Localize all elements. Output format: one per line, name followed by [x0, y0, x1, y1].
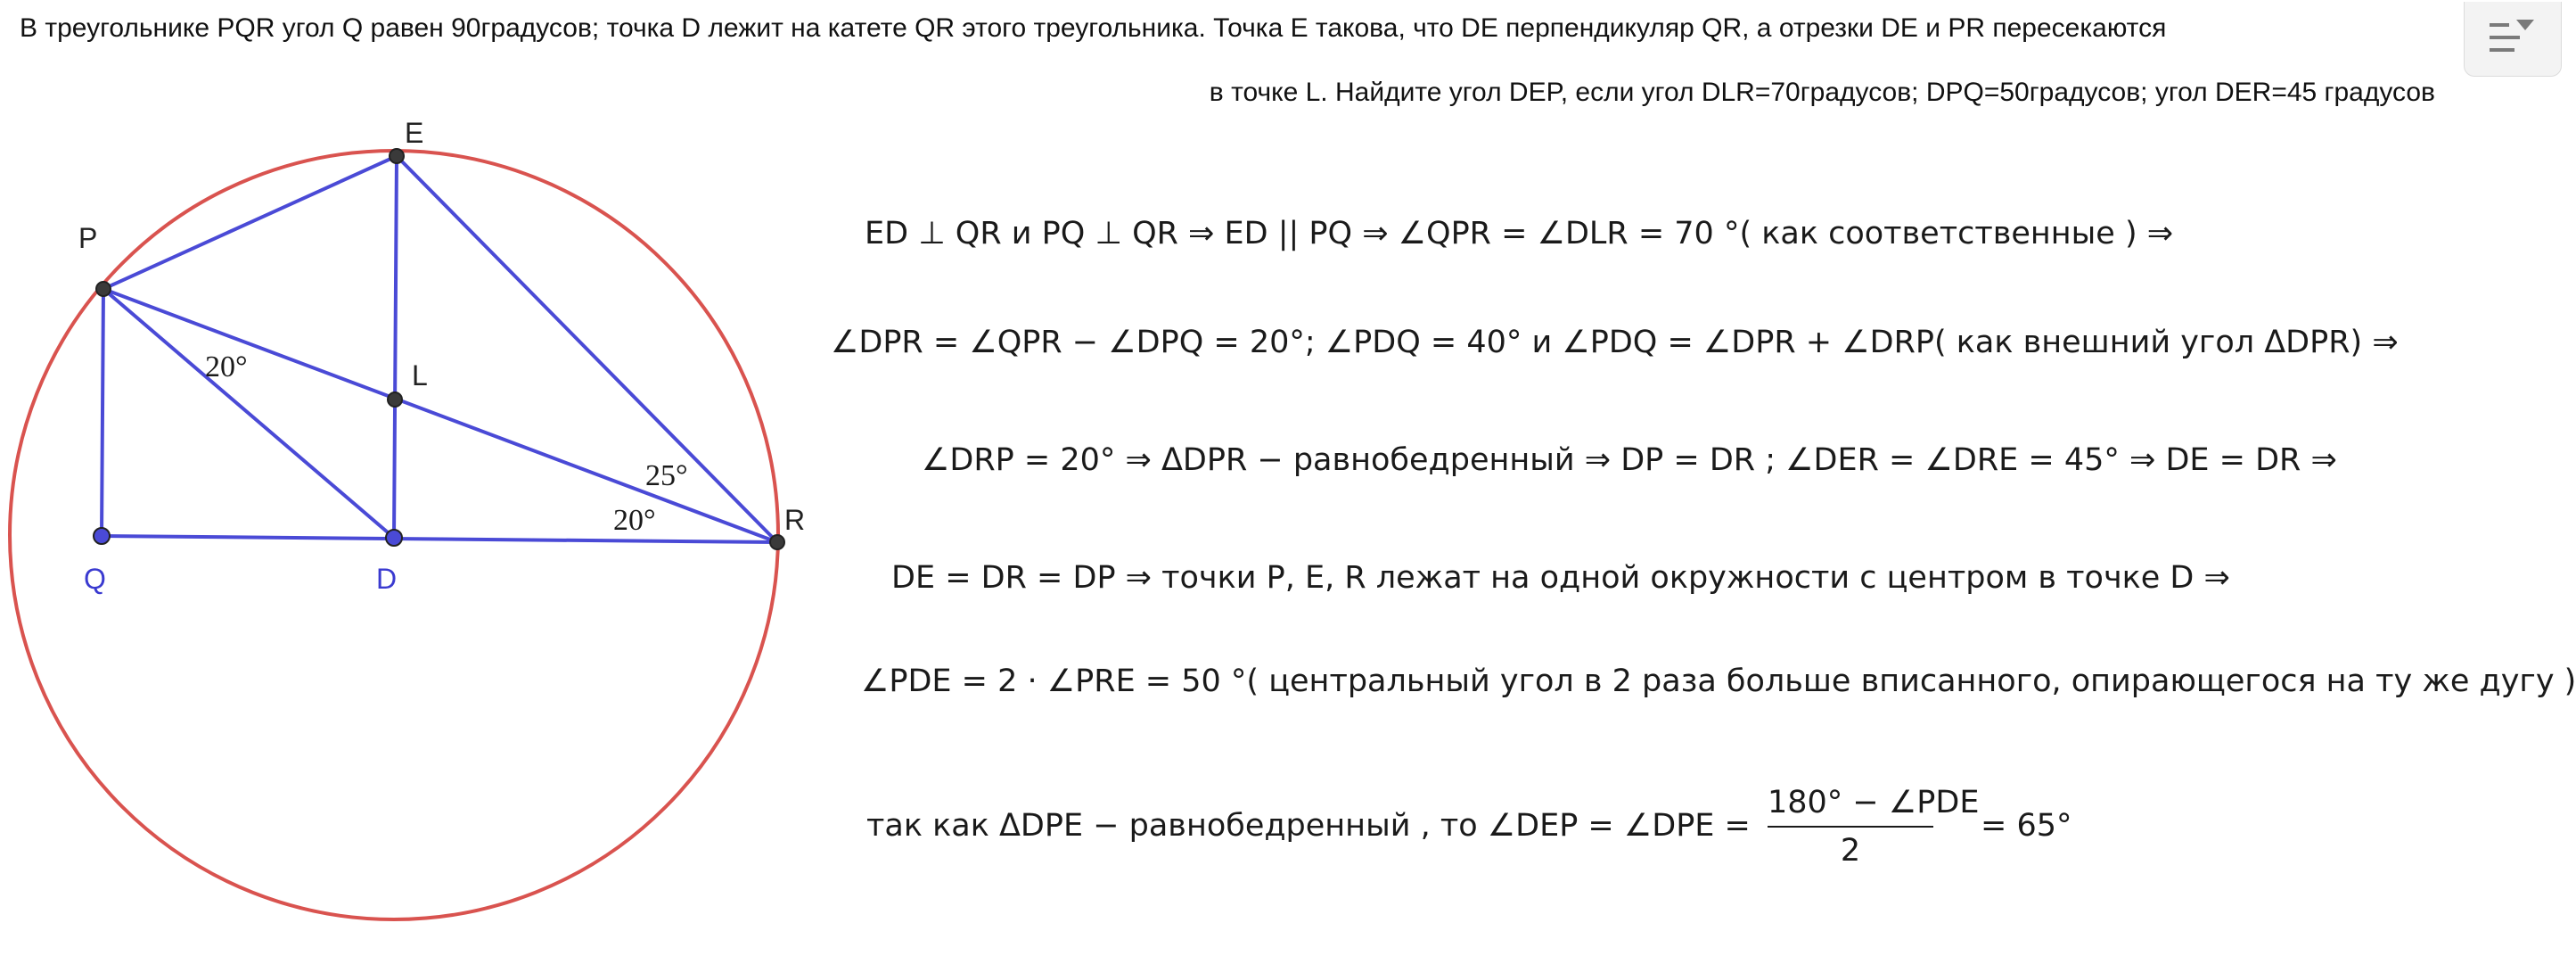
segment-pr: [103, 289, 777, 542]
angle-label-qpd: 20°: [205, 350, 248, 383]
segment-pq: [102, 289, 103, 536]
segment-pe: [103, 156, 397, 289]
solution-line-5: ∠PDE = 2 · ∠PRE = 50 °( центральный угол в 2 раза больше вписанного, опирающегося на ту же дугу ): [861, 663, 2576, 699]
solution-fraction: [1768, 785, 1980, 869]
geometry-figure: [0, 0, 806, 956]
segment-er: [397, 156, 777, 542]
point-l[interactable]: [388, 392, 402, 407]
solution-line-6-text: так как ΔDPE − равнобедренный , то ∠DEP = ∠DPE =: [866, 808, 1751, 844]
solution-line-4: DE = DR = DP ⇒ точки P, E, R лежат на одной окружности с центром в точке D ⇒: [891, 560, 2230, 596]
point-q[interactable]: [94, 528, 110, 544]
menu-button[interactable]: [2464, 2, 2562, 77]
label-p: P: [78, 222, 98, 254]
problem-text-line-1: В треугольнике PQR угол Q равен 90градусов; точка D лежит на катете QR этого треугольника. Точка E такова, что DE перпендикуляр QR, а отрезки DE и PR пересекаются: [20, 13, 2167, 43]
point-p[interactable]: [96, 282, 111, 296]
label-l: L: [412, 359, 428, 391]
label-q: Q: [84, 563, 106, 595]
menu-icon: [2490, 18, 2538, 61]
problem-text-line-2: в точке L. Найдите угол DEP, если угол DLR=70градусов; DPQ=50градусов; угол DER=45 градусов: [1209, 78, 2435, 107]
segment-ed: [394, 156, 397, 538]
solution-line-1: ED ⊥ QR и PQ ⊥ QR ⇒ ED || PQ ⇒ ∠QPR = ∠DLR = 70 °( как соответственные ) ⇒: [865, 216, 2174, 251]
label-r: R: [784, 504, 806, 536]
solution-line-2: ∠DPR = ∠QPR − ∠DPQ = 20°; ∠PDQ = 40° и ∠PDQ = ∠DPR + ∠DRP( как внешний угол ΔDPR) ⇒: [831, 325, 2399, 360]
point-r[interactable]: [770, 535, 784, 549]
solution-line-3: ∠DRP = 20° ⇒ ΔDPR − равнобедренный ⇒ DP = DR ; ∠DER = ∠DRE = 45° ⇒ DE = DR ⇒: [922, 442, 2337, 478]
angle-label-dre: 20°: [613, 504, 656, 537]
label-e: E: [405, 117, 424, 149]
fraction-denominator: 2: [1840, 833, 1861, 869]
angle-label-per: 25°: [645, 459, 688, 492]
fraction-numerator: 180° − ∠PDE: [1768, 785, 1980, 820]
label-d: D: [376, 563, 398, 595]
segment-pd: [103, 289, 394, 538]
segment-qr: [102, 536, 777, 542]
point-e[interactable]: [390, 149, 404, 163]
point-d[interactable]: [386, 530, 402, 546]
solution-line-6-result: = 65°: [1981, 808, 2072, 844]
